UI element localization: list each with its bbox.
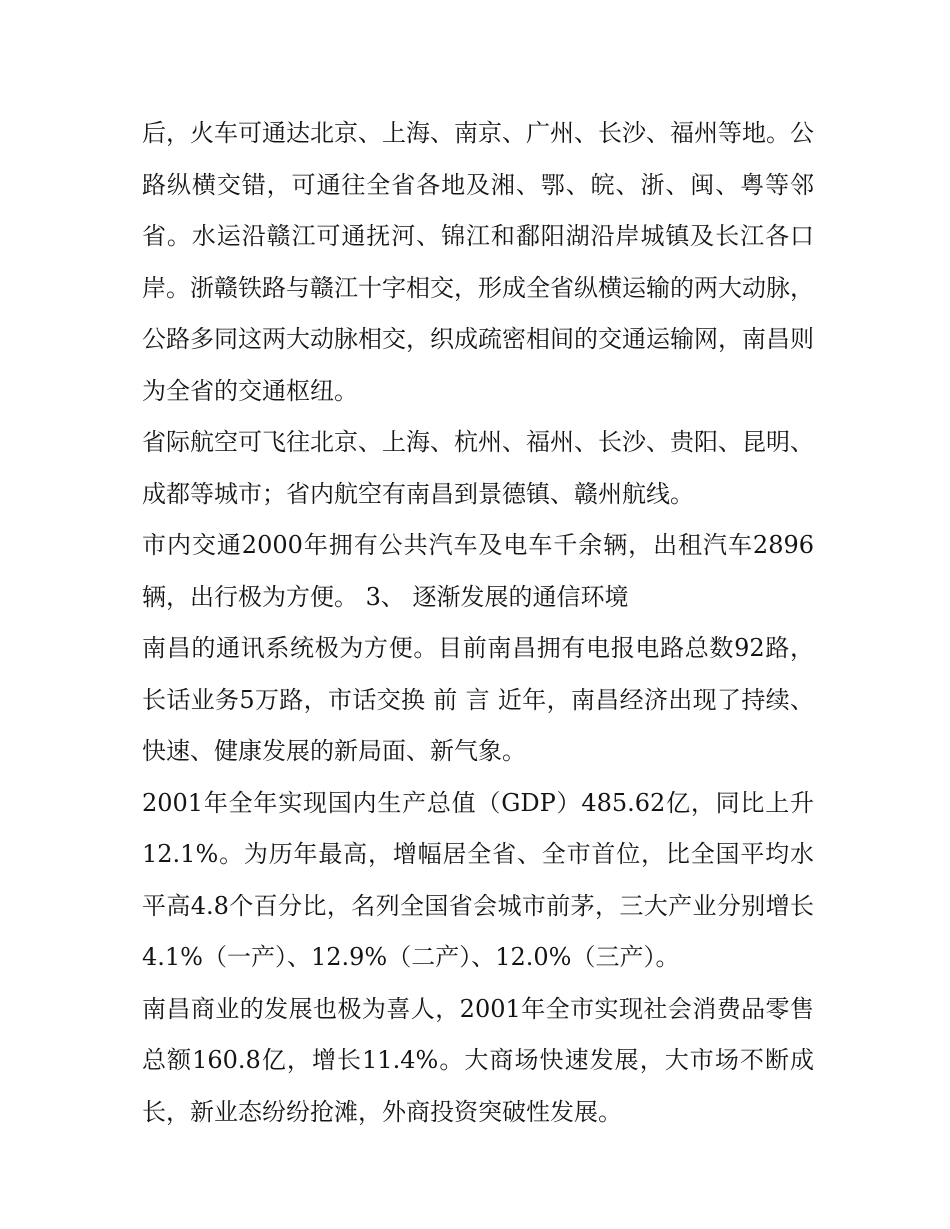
paragraph-transport-overview: 后，火车可通达北京、上海、南京、广州、长沙、福州等地。公路纵横交错，可通往全省各地及湘、鄂、皖、浙、闽、粤等邻省。水运沿赣江可通抚河、锦江和鄱阳湖沿岸城镇及长江各口岸。浙赣铁路与赣江十字相交，形成全省纵横运输的两大动脉，公路多同这两大动脉相交，织成疏密相间的交通运输网，南昌则为全省的交通枢纽。 (142, 119, 814, 405)
paragraph-aviation: 省际航空可飞往北京、上海、杭州、福州、长沙、贵阳、昆明、成都等城市；省内航空有南昌到景德镇、赣州航线。 (142, 428, 814, 508)
paragraph-city-transit: 市内交通2000年拥有公共汽车及电车千余辆，出租汽车2896辆，出行极为方便。 3、 逐渐发展的通信环境 (142, 531, 814, 611)
paragraph-commerce: 南昌商业的发展也极为喜人，2001年全市实现社会消费品零售总额160.8亿，增长11.4%。大商场快速发展，大市场不断成长，新业态纷纷抢滩，外商投资突破性发展。 (142, 994, 814, 1126)
paragraph-gdp: 2001年全年实现国内生产总值（GDP）485.62亿，同比上升12.1%。为历年最高，增幅居全省、全市首位，比全国平均水平高4.8个百分比，名列全国省会城市前茅，三大产业分别增长4.1%（一产）、12.9%（二产）、12.0%（三产）。 (142, 788, 814, 971)
paragraph-telecom: 南昌的通讯系统极为方便。目前南昌拥有电报电路总数92路，长话业务5万路，市话交换 前 言 近年，南昌经济出现了持续、快速、健康发展的新局面、新气象。 (142, 634, 814, 765)
document-body (142, 108, 814, 1138)
